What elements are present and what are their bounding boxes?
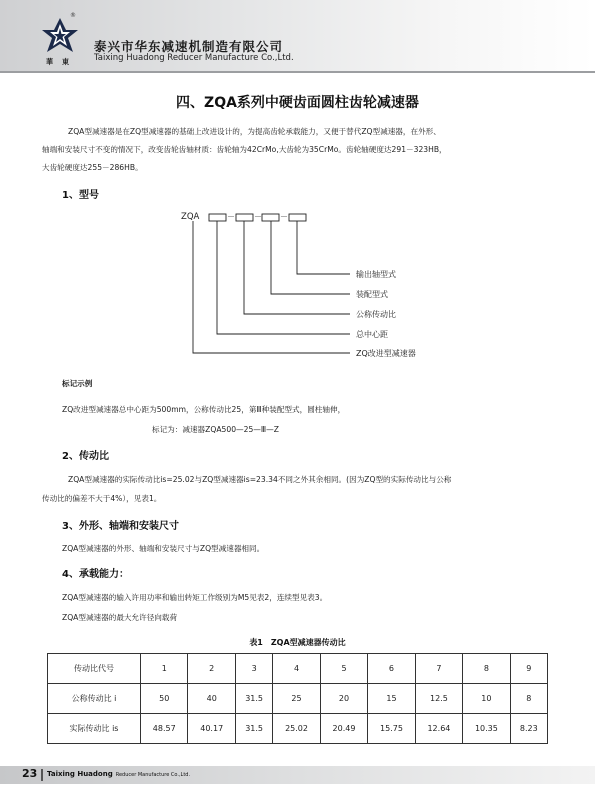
table-cell: 48.57 <box>141 714 188 744</box>
table-title: 表1 ZQA型减速器传动比 <box>249 638 346 647</box>
page-title: 四、ZQA系列中硬齿面圆柱齿轮减速器 <box>176 95 419 111</box>
table-row-header: 传动比代号 <box>48 654 141 684</box>
footer-brand-sub: Reducer Manufacture Co.,Ltd. <box>115 772 191 778</box>
label-center-distance: 总中心距 <box>356 330 388 339</box>
capacity-line-1: ZQA型减速器的输入许用功率和输出转矩工作级别为M5见表2，连续型见表3。 <box>62 593 328 602</box>
section-heading-capacity: 4、承载能力： <box>62 569 129 580</box>
table-cell: 40.17 <box>188 714 235 744</box>
leader-assembly <box>271 221 350 294</box>
logo-characters: 華東 <box>46 58 78 66</box>
company-name-cn: 泰兴市华东减速机制造有限公司 <box>94 39 284 54</box>
section-heading-model: 1、型号 <box>62 190 99 201</box>
table-cell: 50 <box>141 684 188 714</box>
table-cell: 20 <box>320 684 367 714</box>
label-nominal-ratio: 公称传动比 <box>356 310 396 319</box>
leader-output-shaft <box>297 221 350 274</box>
table-row-header: 公称传动比 i <box>48 684 141 714</box>
ratio-line-1: ZQA型减速器的实际传动比is=25.02与ZQ型减速器is=23.34不同之外其余相同。(因为ZQ型的实际传动比与公称 <box>68 475 452 484</box>
code-box-center-distance <box>209 214 226 221</box>
company-name-en: Taixing Huadong Reducer Manufacture Co.,Ltd. <box>94 53 294 63</box>
table-cell: 7 <box>415 654 462 684</box>
table-cell: 25 <box>273 684 320 714</box>
table-row-header: 实际传动比 is <box>48 714 141 744</box>
code-prefix: ZQA <box>181 212 200 222</box>
intro-line-3: 大齿轮硬度达255－286HB。 <box>42 163 143 172</box>
intro-line-1: ZQA型减速器是在ZQ型减速器的基础上改进设计的，为提高齿轮承载能力，又便于替代ZQ型减速器，在外形、 <box>68 127 441 136</box>
code-separator: － <box>227 212 235 221</box>
table-cell: 8 <box>463 654 510 684</box>
table-cell: 15.75 <box>368 714 415 744</box>
code-separator: － <box>254 212 262 221</box>
table-cell: 8 <box>510 684 547 714</box>
table-cell: 10 <box>463 684 510 714</box>
code-box-shaft <box>289 214 306 221</box>
table-row <box>48 684 548 714</box>
table-cell: 6 <box>368 654 415 684</box>
dimensions-line: ZQA型减速器的外形、轴端和安装尺寸与ZQ型减速器相同。 <box>62 544 265 553</box>
capacity-line-2: ZQA型减速器的最大允许径向载荷 <box>62 613 178 622</box>
table-cell: 4 <box>273 654 320 684</box>
code-separator: － <box>280 212 288 221</box>
table-cell: 5 <box>320 654 367 684</box>
table-cell: 3 <box>235 654 272 684</box>
footer-brand <box>47 770 190 778</box>
example-heading: 标记示例 <box>62 379 93 388</box>
label-series: ZQ改进型减速器 <box>356 349 416 358</box>
table-cell: 20.49 <box>320 714 367 744</box>
model-code-diagram <box>0 0 595 380</box>
section-heading-ratio: 2、传动比 <box>62 451 109 462</box>
code-box-assembly <box>262 214 279 221</box>
registered-mark: ® <box>70 12 76 19</box>
section-heading-dimensions: 3、外形、轴端和安装尺寸 <box>62 521 179 532</box>
footer-divider <box>41 769 43 781</box>
table-cell: 12.64 <box>415 714 462 744</box>
table-cell: 1 <box>141 654 188 684</box>
table-cell: 10.35 <box>463 714 510 744</box>
table-cell: 9 <box>510 654 547 684</box>
table-cell: 31.5 <box>235 684 272 714</box>
example-mark: 标记为：减速器ZQA500—25—Ⅲ—Z <box>152 425 279 434</box>
table-cell: 8.23 <box>510 714 547 744</box>
table-cell: 31.5 <box>235 714 272 744</box>
code-box-ratio <box>236 214 253 221</box>
label-assembly: 装配型式 <box>356 290 388 299</box>
table-cell: 40 <box>188 684 235 714</box>
table-cell: 12.5 <box>415 684 462 714</box>
table-cell: 25.02 <box>273 714 320 744</box>
table-cell: 2 <box>188 654 235 684</box>
table-cell: 15 <box>368 684 415 714</box>
table-row <box>48 654 548 684</box>
label-output-shaft: 输出轴型式 <box>356 270 396 279</box>
page-number: 23 <box>22 767 38 780</box>
intro-line-2: 轴端和安装尺寸不变的情况下，改变齿轮齿轴材质：齿轮轴为42CrMo,大齿轮为35CrMo。齿轮轴硬度达291－323HB， <box>42 145 447 154</box>
footer-brand-name: Taixing Huadong <box>47 770 113 778</box>
ratio-table <box>47 653 548 744</box>
leader-center-distance <box>217 221 350 334</box>
table-row <box>48 714 548 744</box>
example-text: ZQ改进型减速器总中心距为500mm，公称传动比25，第Ⅲ种装配型式，圆柱轴伸， <box>62 405 346 414</box>
ratio-line-2: 传动比的偏差不大于4%），见表1。 <box>42 494 162 503</box>
